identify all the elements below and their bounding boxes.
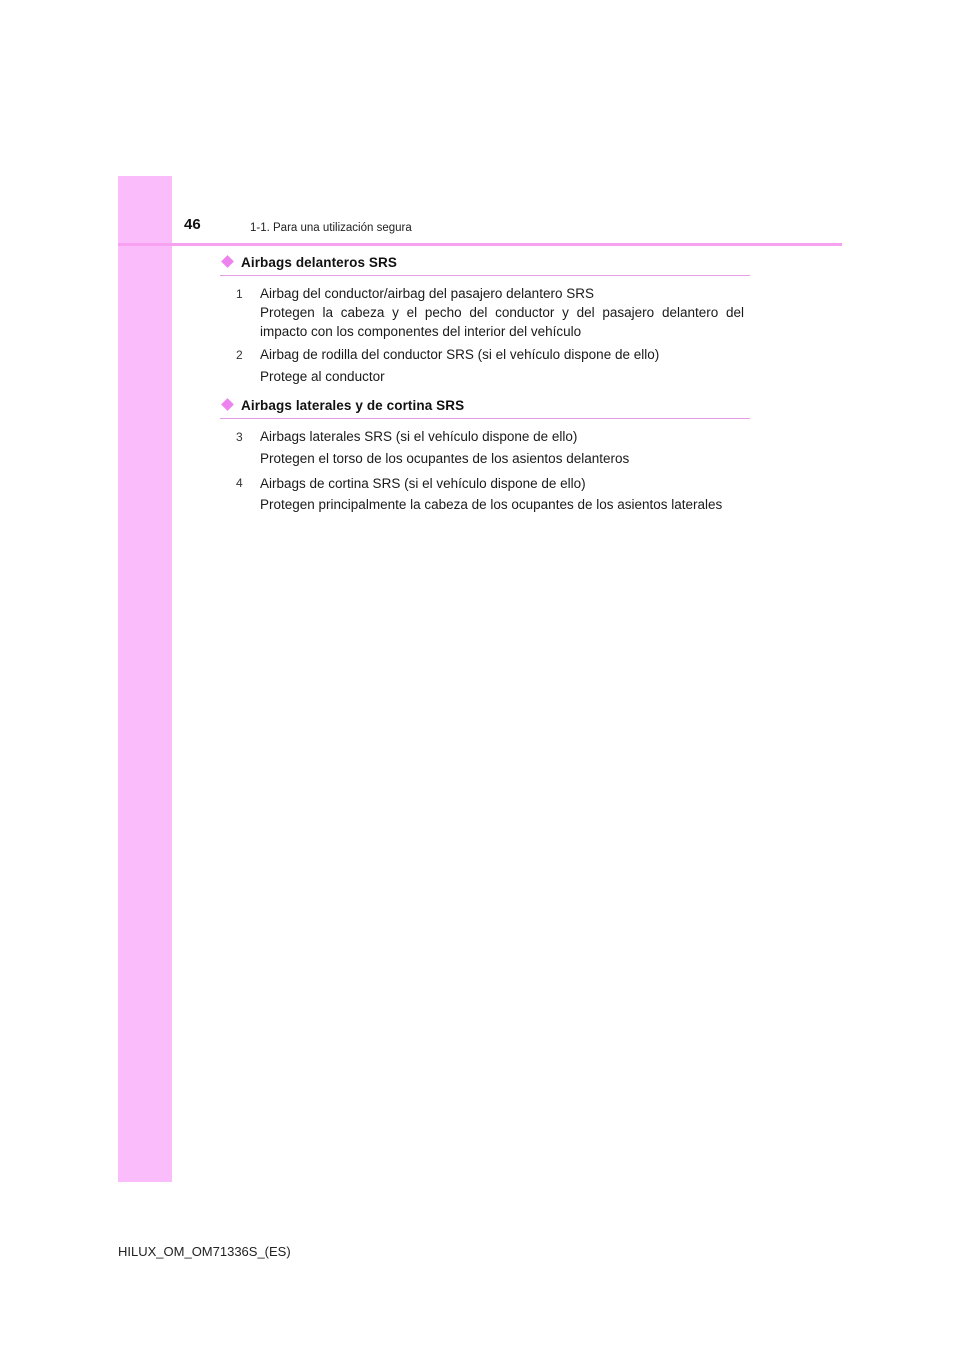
item-description: Protegen principalmente la cabeza de los ocupantes de los asientos laterales xyxy=(260,497,723,512)
page-number: 46 xyxy=(184,216,201,233)
section-heading-front-airbags xyxy=(220,254,750,276)
item-number-badge: 1 xyxy=(236,287,243,301)
item-description: Protege al conductor xyxy=(260,369,385,384)
header-rule xyxy=(118,243,842,246)
list-item xyxy=(236,473,744,515)
section-title: Airbags laterales y de cortina SRS xyxy=(241,398,465,413)
item-description: Protegen la cabeza y el pecho del conductor y del pasajero delantero del impacto con los componentes del interior del vehículo xyxy=(260,305,744,339)
item-title: Airbags laterales SRS (si el vehículo dispone de ello) xyxy=(260,429,578,444)
item-title: Airbags de cortina SRS (si el vehículo dispone de ello) xyxy=(260,476,586,491)
list-item xyxy=(236,345,744,386)
item-number-badge: 3 xyxy=(236,430,243,444)
item-number-badge: 4 xyxy=(236,476,243,490)
document-code-footer: HILUX_OM_OM71336S_(ES) xyxy=(118,1244,291,1259)
diamond-bullet-icon xyxy=(221,398,234,411)
section-heading-side-curtain-airbags xyxy=(220,397,750,419)
section-title: Airbags delanteros SRS xyxy=(241,255,397,270)
item-description: Protegen el torso de los ocupantes de los asientos delanteros xyxy=(260,451,630,466)
chapter-title: 1-1. Para una utilización segura xyxy=(250,222,412,234)
chapter-sidebar-tab xyxy=(118,176,172,1182)
item-title: Airbag de rodilla del conductor SRS (si el vehículo dispone de ello) xyxy=(260,347,660,362)
list-item xyxy=(236,427,744,468)
item-number-badge: 2 xyxy=(236,348,243,362)
list-item xyxy=(236,284,744,341)
diamond-bullet-icon xyxy=(221,255,234,268)
item-title: Airbag del conductor/airbag del pasajero delantero SRS xyxy=(260,286,594,301)
